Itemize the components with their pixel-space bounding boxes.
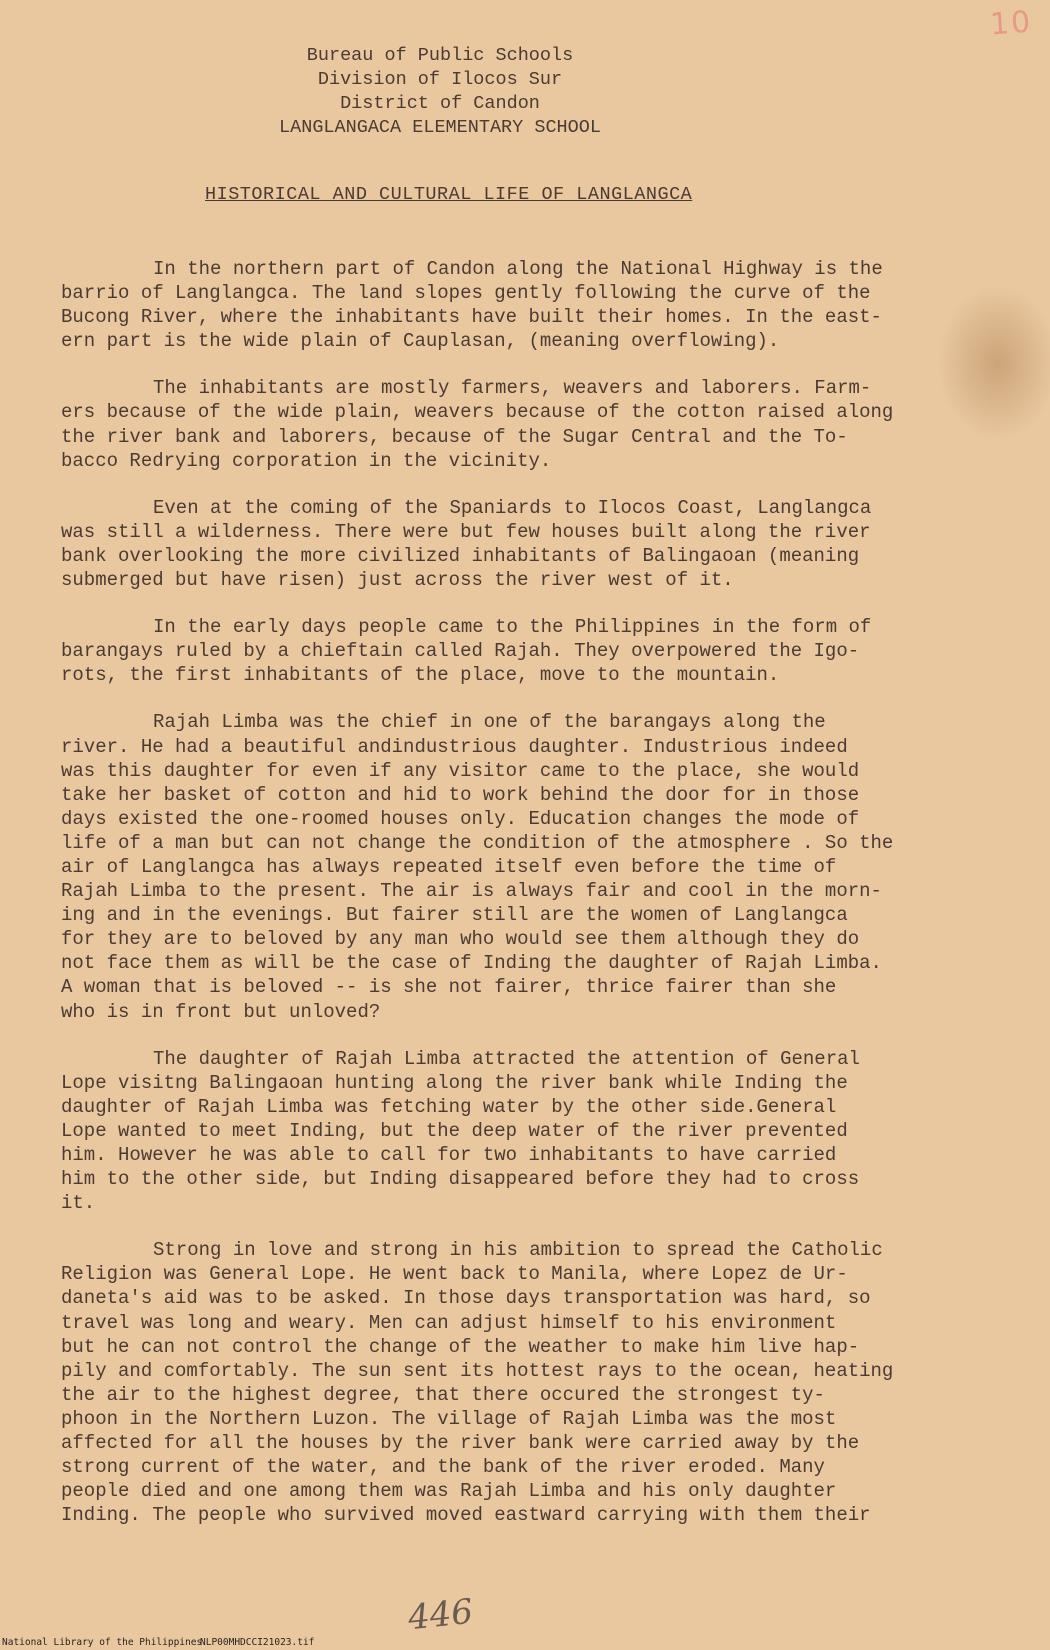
text-line: the air to the highest degree, that there occured the strongest ty- bbox=[61, 1383, 825, 1406]
text-line: ern part is the wide plain of Cauplasan, (meaning overflowing). bbox=[61, 330, 780, 353]
text-line: travel was long and weary. Men can adjust himself to his environment bbox=[61, 1311, 837, 1334]
text-line: affected for all the houses by the river bank were carried away by the bbox=[61, 1432, 860, 1455]
footer bbox=[0, 1615, 1050, 1648]
text-line: not face them as will be the case of Inding the daughter of Rajah Limba. bbox=[61, 952, 882, 975]
text-line: barangays ruled by a chieftain called Rajah. They overpowered the Igo- bbox=[61, 640, 860, 663]
text-line: ers because of the wide plain, weavers because of the cotton raised along bbox=[61, 401, 894, 424]
paragraph bbox=[61, 615, 1016, 687]
text-line: bacco Redrying corporation in the vicinity. bbox=[61, 449, 552, 472]
text-line: was this daughter for even if any visitor came to the place, she would bbox=[61, 759, 860, 782]
text-line: but he can not control the change of the weather to make him live hap- bbox=[61, 1335, 860, 1358]
text-line: Even at the coming of the Spaniards to Ilocos Coast, Langlangca bbox=[153, 496, 872, 519]
text-line: The inhabitants are mostly farmers, weavers and laborers. Farm- bbox=[153, 377, 872, 400]
text-line: daneta's aid was to be asked. In those days transportation was hard, so bbox=[61, 1287, 871, 1310]
text-line: life of a man but can not change the condition of the atmosphere . So the bbox=[61, 831, 894, 854]
paragraph bbox=[61, 710, 1016, 1023]
text-line: Inding. The people who survived moved eastward carrying with them their bbox=[61, 1504, 871, 1527]
text-line: people died and one among them was Rajah Limba and his only daughter bbox=[61, 1480, 837, 1503]
text-line: The daughter of Rajah Limba attracted the attention of General bbox=[153, 1047, 860, 1070]
paragraph bbox=[61, 1047, 1016, 1216]
text-line: Religion was General Lope. He went back to Manila, where Lopez de Ur- bbox=[61, 1263, 848, 1286]
letterhead bbox=[230, 44, 650, 140]
text-line: bank overlooking the more civilized inhabitants of Balingaoan (meaning bbox=[61, 544, 860, 567]
paragraph bbox=[61, 376, 1016, 472]
text-line: Rajah Limba was the chief in one of the barangays along the bbox=[153, 711, 826, 734]
handwritten-number: 446 bbox=[406, 1591, 475, 1639]
text-line: daughter of Rajah Limba was fetching water by the other side.General bbox=[61, 1095, 837, 1118]
text-line: who is in front but unloved? bbox=[61, 1000, 381, 1023]
text-line: pily and comfortably. The sun sent its hottest rays to the ocean, heating bbox=[61, 1359, 894, 1382]
document-title: HISTORICAL AND CULTURAL LIFE OF LANGLANGCA bbox=[205, 184, 693, 205]
text-line: the river bank and laborers, because of the Sugar Central and the To- bbox=[61, 425, 848, 448]
text-line: was still a wilderness. There were but few houses built along the river bbox=[61, 520, 871, 543]
text-line: ing and in the evenings. But fairer still are the women of Langlangca bbox=[61, 904, 848, 927]
library-credit: National Library of the Philippines bbox=[2, 1637, 203, 1648]
letterhead-line: LANGLANGACA ELEMENTARY SCHOOL bbox=[279, 117, 601, 138]
text-line: him to the other side, but Inding disappeared before they had to cross bbox=[61, 1168, 860, 1191]
document-body bbox=[61, 257, 1016, 1550]
text-line: him. However he was able to call for two inhabitants to have carried bbox=[61, 1144, 837, 1166]
text-line: Bucong River, where the inhabitants have built their homes. In the east- bbox=[61, 306, 882, 329]
letterhead-line: District of Candon bbox=[340, 93, 540, 114]
text-line: In the early days people came to the Philippines in the form of bbox=[153, 616, 872, 639]
text-line: In the northern part of Candon along the National Highway is the bbox=[153, 258, 883, 280]
text-line: submerged but have risen) just across the river west of it. bbox=[61, 569, 734, 592]
file-name: NLP00MHDCCI21023.tif bbox=[200, 1637, 315, 1648]
text-line: Lope wanted to meet Inding, but the deep water of the river prevented bbox=[61, 1119, 848, 1142]
paragraph bbox=[61, 496, 1016, 592]
text-line: Lope visitng Balingaoan hunting along the river bank while Inding the bbox=[61, 1071, 848, 1094]
page-number: 10 bbox=[988, 4, 1034, 43]
text-line: Strong in love and strong in his ambition to spread the Catholic bbox=[153, 1239, 883, 1262]
text-line: river. He had a beautiful andindustrious daughter. Industrious indeed bbox=[61, 735, 848, 758]
text-line: for they are to beloved by any man who would see them although they do bbox=[61, 928, 860, 951]
text-line: strong current of the water, and the bank of the river eroded. Many bbox=[61, 1456, 825, 1479]
text-line: take her basket of cotton and hid to work behind the door for in those bbox=[61, 783, 860, 806]
letterhead-line: Bureau of Public Schools bbox=[306, 45, 574, 66]
paragraph bbox=[61, 257, 1016, 353]
text-line: A woman that is beloved -- is she not fairer, thrice fairer than she bbox=[61, 976, 837, 999]
text-line: days existed the one-roomed houses only. Education changes the mode of bbox=[61, 807, 860, 830]
letterhead-line: Division of Ilocos Sur bbox=[317, 69, 563, 90]
text-line: barrio of Langlangca. The land slopes gently following the curve of the bbox=[61, 282, 871, 305]
text-line: Rajah Limba to the present. The air is always fair and cool in the morn- bbox=[61, 880, 882, 903]
text-line: it. bbox=[61, 1192, 96, 1215]
text-line: phoon in the Northern Luzon. The village of Rajah Limba was the most bbox=[61, 1407, 837, 1430]
text-line: rots, the first inhabitants of the place, move to the mountain. bbox=[61, 664, 780, 687]
text-line: air of Langlangca has always repeated itself even before the time of bbox=[61, 855, 837, 878]
paragraph bbox=[61, 1238, 1016, 1527]
